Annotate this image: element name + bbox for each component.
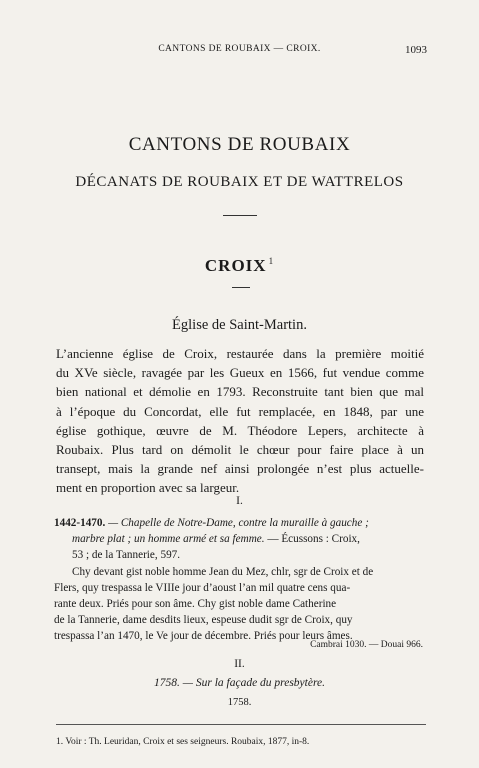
section-title (0, 256, 479, 276)
section-name: CROIX (204, 256, 267, 275)
intro-line: à l’époque du Concordat, elle fut remplacée, en 1848, par une (56, 403, 424, 419)
entry-arms: — Écussons : Croix, (264, 533, 360, 545)
entry-location: — Chapelle de Notre-Dame, contre la muraille à gauche ; (105, 517, 369, 529)
running-title: CANTONS DE ROUBAIX — CROIX. (158, 44, 321, 54)
intro-line: bien national et démolie en 1793. Reconstruite tant bien que mal (56, 384, 424, 400)
entry-heading: 1758. — Sur la façade du presbytère. (154, 677, 325, 689)
intro-line: transept, mais la grande nef ainsi prolongée n’est plus actuelle- (56, 461, 424, 477)
entry-desc-line (54, 531, 428, 547)
inscription-line: rante deux. Priés pour son âme. Chy gist noble dame Catherine (54, 598, 337, 610)
intro-line: ment en proportion avec sa largeur. (56, 480, 240, 496)
footnote: 1. Voir : Th. Leuridan, Croix et ses seigneurs. Roubaix, 1877, in-8. (56, 737, 310, 747)
church-heading: Église de Saint-Martin. (172, 317, 307, 333)
section-divider (232, 287, 250, 288)
inscription-line: Chy devant gist noble homme Jean du Mez, chlr, sgr de Croix et de (72, 566, 374, 578)
inscription-line: Flers, quy trespassa le VIIIe jour d’aoust l’an mil quatre cens qua- (54, 582, 351, 594)
footnote-separator (56, 724, 426, 725)
entry-desc-line: 53 ; de la Tannerie, 597. (72, 549, 181, 561)
manuscript-sources: Cambrai 1030. — Douai 966. (310, 640, 423, 650)
main-title: CANTONS DE ROUBAIX (128, 134, 351, 155)
title-divider (223, 215, 257, 216)
inscription-line: trespassa l’an 1470, le Ve jour de décembre. Priés pour leurs âmes. (54, 630, 353, 642)
intro-line: L’ancienne église de Croix, restaurée dans la première moitié (56, 346, 424, 361)
intro-paragraph (56, 344, 424, 498)
inscription-line: de la Tannerie, dame desdits lieux, espeuse dudit sgr de Croix, quy (54, 614, 353, 626)
entry-dates: 1442-1470. (54, 517, 106, 529)
entry-desc-line (54, 515, 428, 531)
entry-description (54, 515, 428, 563)
entry-numeral: II. (234, 658, 245, 670)
entry-monument: marbre plat ; un homme armé et sa femme. (72, 533, 265, 545)
page-number: 1093 (405, 44, 427, 56)
subtitle: DÉCANATS DE ROUBAIX ET DE WATTRELOS (75, 174, 404, 190)
entry-numeral: I. (236, 495, 243, 507)
footnote-marker: 1 (268, 256, 275, 267)
intro-line: église gothique, œuvre de M. Théodore Lepers, architecte à (56, 422, 424, 438)
intro-line: Roubaix. Plus tard on démolit le chœur pour faire place à un (56, 442, 424, 458)
intro-line: du XVe siècle, ravagée par les Gueux en 1566, fut vendue comme (56, 365, 424, 381)
entry-date: 1758. (227, 697, 252, 708)
inscription-text (54, 564, 428, 644)
